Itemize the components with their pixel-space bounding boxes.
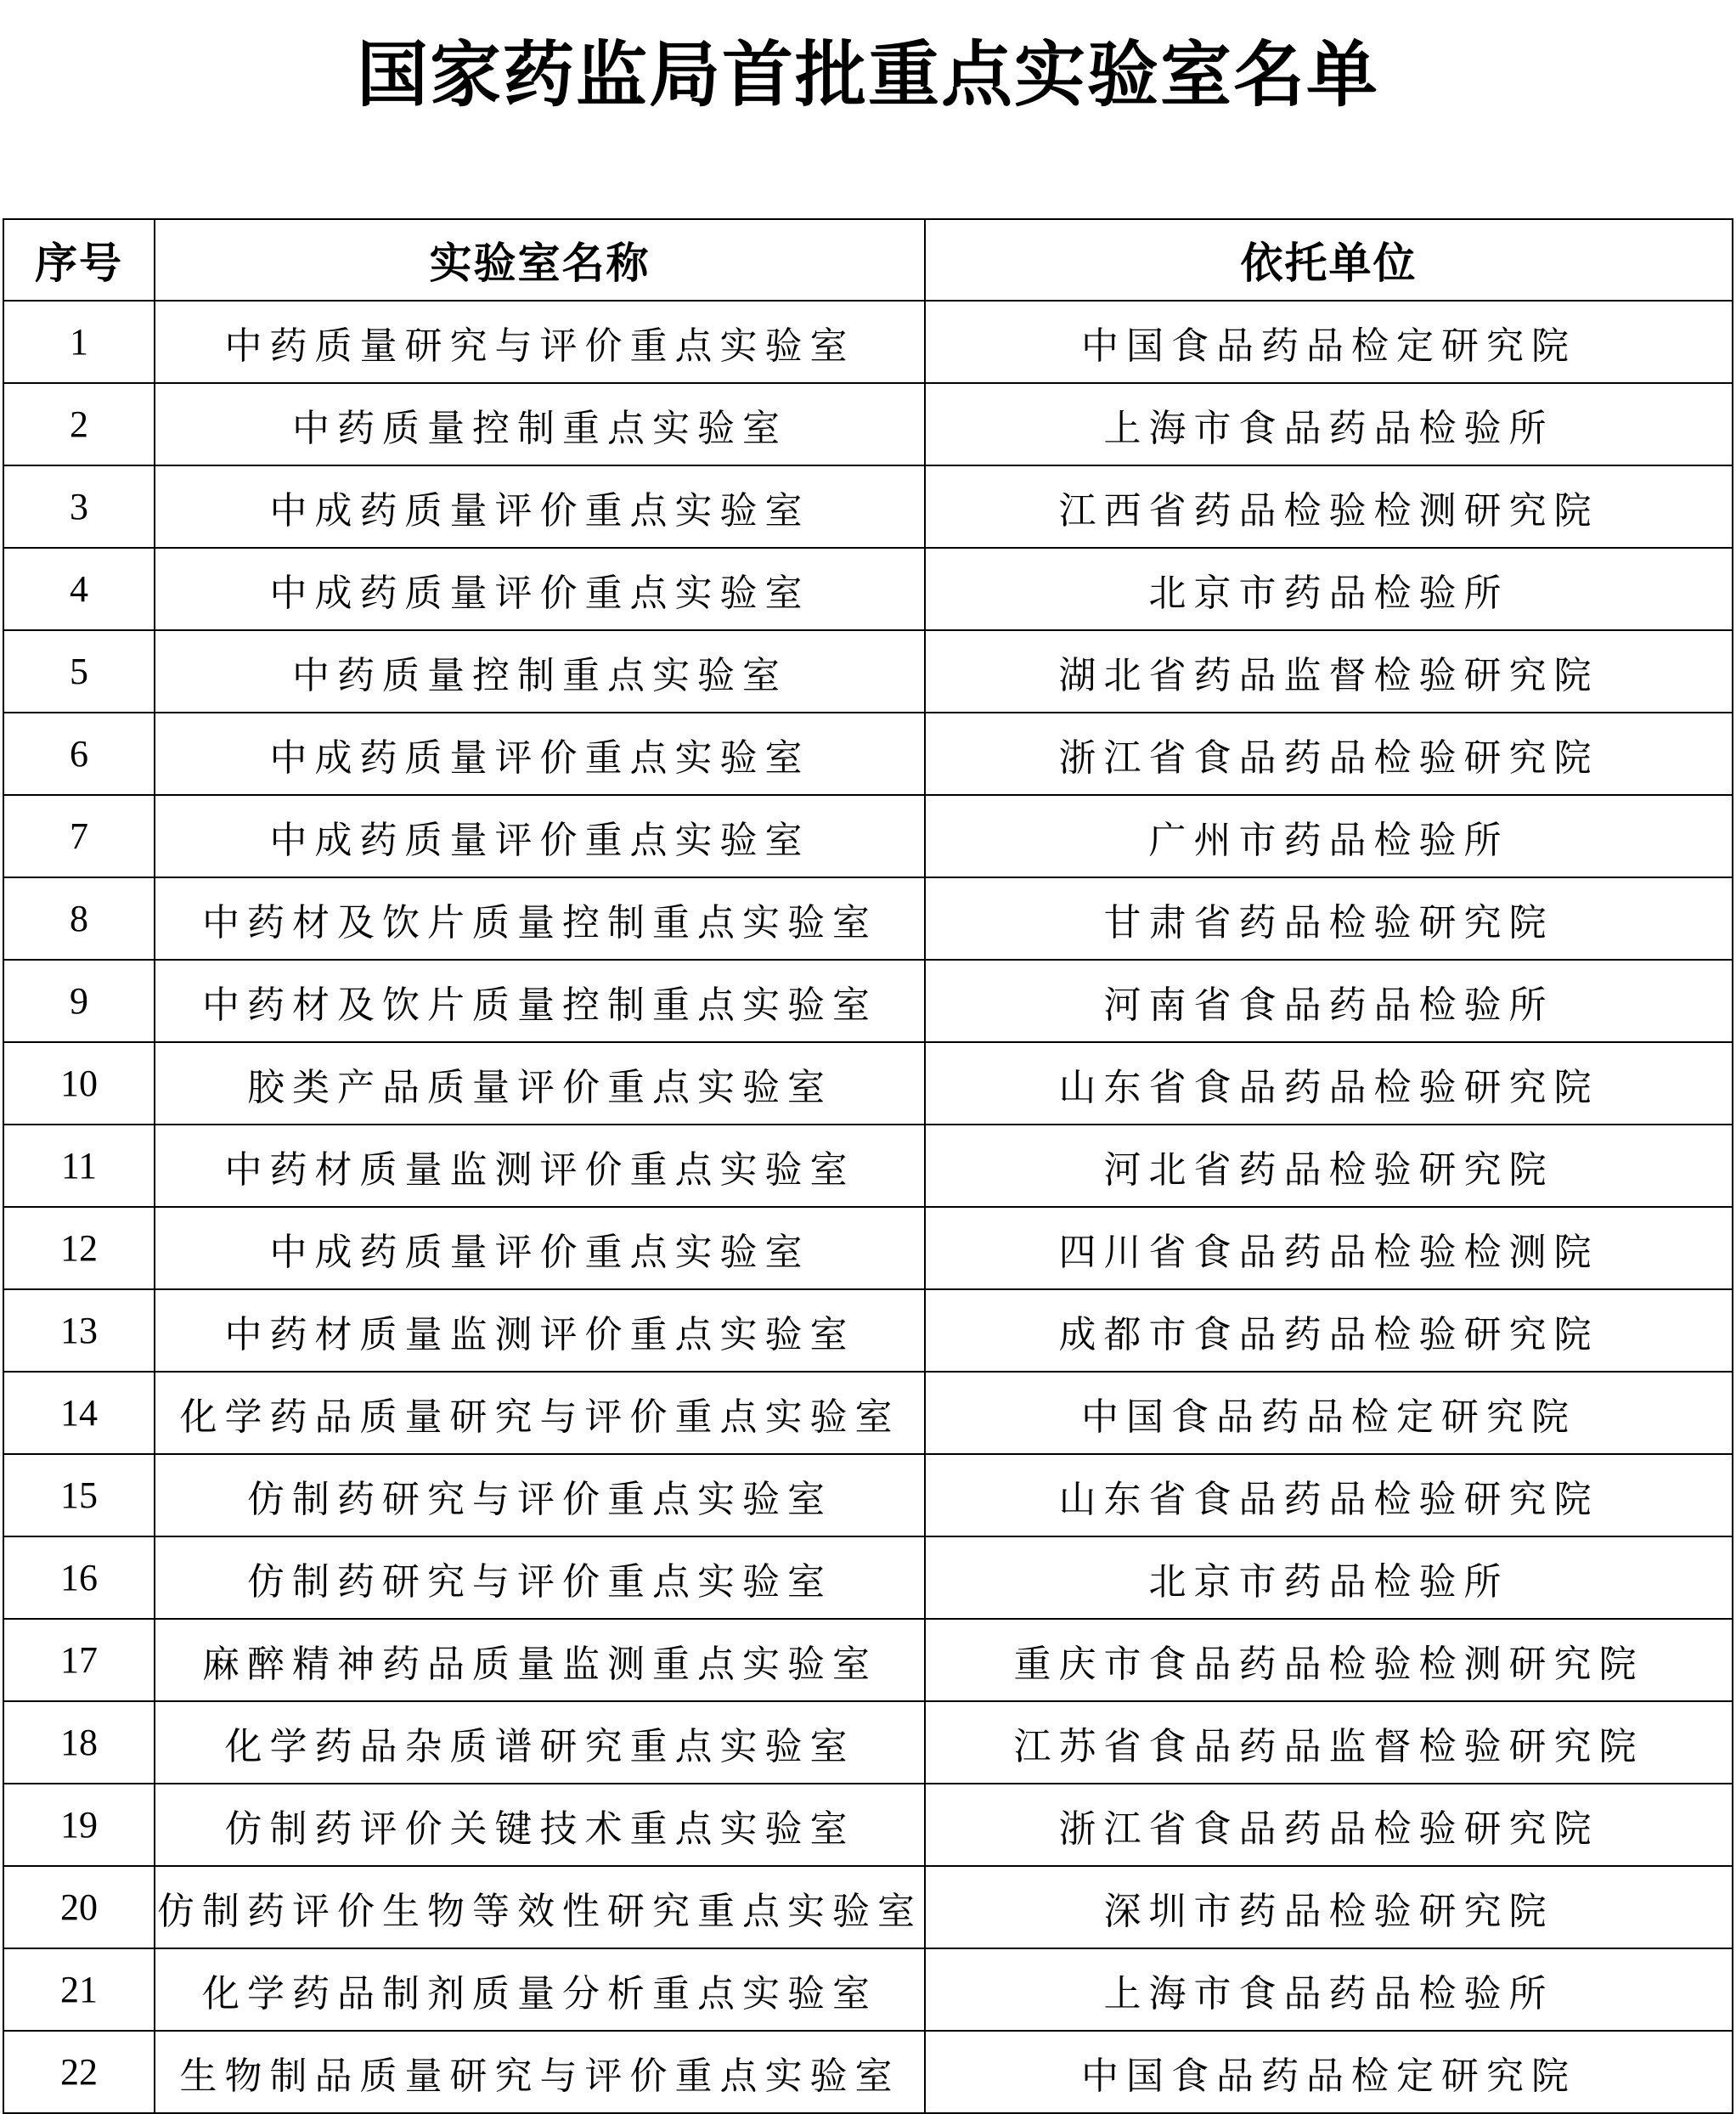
cell-host-unit: 河南省食品药品检验所 [925, 960, 1733, 1042]
cell-host-unit: 中国食品药品检定研究院 [925, 1372, 1733, 1454]
table-row [3, 1372, 1733, 1454]
cell-serial-number: 7 [3, 795, 155, 877]
cell-serial-number: 16 [3, 1536, 155, 1619]
cell-lab-name: 中成药质量评价重点实验室 [155, 713, 925, 795]
cell-host-unit: 江西省药品检验检测研究院 [925, 465, 1733, 548]
table-row [3, 1207, 1733, 1289]
cell-lab-name: 中药质量控制重点实验室 [155, 383, 925, 465]
cell-serial-number: 1 [3, 301, 155, 383]
cell-serial-number: 6 [3, 713, 155, 795]
cell-lab-name: 中药材质量监测评价重点实验室 [155, 1289, 925, 1372]
cell-lab-name: 中药质量研究与评价重点实验室 [155, 301, 925, 383]
cell-lab-name: 仿制药评价关键技术重点实验室 [155, 1784, 925, 1866]
cell-host-unit: 中国食品药品检定研究院 [925, 2031, 1733, 2113]
cell-host-unit: 浙江省食品药品检验研究院 [925, 1784, 1733, 1866]
table-row [3, 2031, 1733, 2113]
cell-serial-number: 12 [3, 1207, 155, 1289]
cell-serial-number: 11 [3, 1125, 155, 1207]
cell-host-unit: 重庆市食品药品检验检测研究院 [925, 1619, 1733, 1701]
table-row [3, 1454, 1733, 1536]
cell-lab-name: 生物制品质量研究与评价重点实验室 [155, 2031, 925, 2113]
cell-lab-name: 中成药质量评价重点实验室 [155, 548, 925, 630]
cell-host-unit: 成都市食品药品检验研究院 [925, 1289, 1733, 1372]
cell-lab-name: 麻醉精神药品质量监测重点实验室 [155, 1619, 925, 1701]
table-row [3, 1948, 1733, 2031]
cell-host-unit: 江苏省食品药品监督检验研究院 [925, 1701, 1733, 1784]
table-header [3, 219, 1733, 301]
table-body [3, 301, 1733, 2113]
cell-host-unit: 深圳市药品检验研究院 [925, 1866, 1733, 1948]
table-row [3, 1125, 1733, 1207]
table-row [3, 548, 1733, 630]
cell-serial-number: 18 [3, 1701, 155, 1784]
cell-host-unit: 上海市食品药品检验所 [925, 1948, 1733, 2031]
header-host-unit: 依托单位 [925, 219, 1733, 301]
table-row [3, 465, 1733, 548]
cell-host-unit: 甘肃省药品检验研究院 [925, 877, 1733, 960]
cell-serial-number: 5 [3, 630, 155, 713]
table-row [3, 960, 1733, 1042]
cell-lab-name: 仿制药研究与评价重点实验室 [155, 1536, 925, 1619]
table-row [3, 1536, 1733, 1619]
page-title: 国家药监局首批重点实验室名单 [356, 33, 1379, 116]
cell-host-unit: 四川省食品药品检验检测院 [925, 1207, 1733, 1289]
cell-host-unit: 浙江省食品药品检验研究院 [925, 713, 1733, 795]
cell-serial-number: 13 [3, 1289, 155, 1372]
cell-host-unit: 中国食品药品检定研究院 [925, 301, 1733, 383]
header-lab-name: 实验室名称 [155, 219, 925, 301]
table-row [3, 630, 1733, 713]
table-row [3, 1042, 1733, 1125]
cell-lab-name: 胶类产品质量评价重点实验室 [155, 1042, 925, 1125]
cell-serial-number: 14 [3, 1372, 155, 1454]
cell-lab-name: 中药质量控制重点实验室 [155, 630, 925, 713]
header-serial-number: 序号 [3, 219, 155, 301]
cell-host-unit: 湖北省药品监督检验研究院 [925, 630, 1733, 713]
table-row [3, 1784, 1733, 1866]
cell-serial-number: 3 [3, 465, 155, 548]
cell-serial-number: 10 [3, 1042, 155, 1125]
cell-lab-name: 中成药质量评价重点实验室 [155, 465, 925, 548]
cell-serial-number: 9 [3, 960, 155, 1042]
table-row [3, 1289, 1733, 1372]
cell-host-unit: 上海市食品药品检验所 [925, 383, 1733, 465]
cell-serial-number: 22 [3, 2031, 155, 2113]
table-row [3, 1866, 1733, 1948]
cell-lab-name: 化学药品质量研究与评价重点实验室 [155, 1372, 925, 1454]
cell-serial-number: 8 [3, 877, 155, 960]
cell-serial-number: 2 [3, 383, 155, 465]
cell-lab-name: 中药材及饮片质量控制重点实验室 [155, 960, 925, 1042]
cell-lab-name: 仿制药评价生物等效性研究重点实验室 [155, 1866, 925, 1948]
cell-lab-name: 中药材及饮片质量控制重点实验室 [155, 877, 925, 960]
cell-lab-name: 仿制药研究与评价重点实验室 [155, 1454, 925, 1536]
cell-host-unit: 北京市药品检验所 [925, 1536, 1733, 1619]
cell-host-unit: 广州市药品检验所 [925, 795, 1733, 877]
cell-serial-number: 15 [3, 1454, 155, 1536]
table-row [3, 877, 1733, 960]
table-row [3, 713, 1733, 795]
cell-host-unit: 河北省药品检验研究院 [925, 1125, 1733, 1207]
cell-host-unit: 山东省食品药品检验研究院 [925, 1042, 1733, 1125]
cell-host-unit: 北京市药品检验所 [925, 548, 1733, 630]
cell-lab-name: 中成药质量评价重点实验室 [155, 1207, 925, 1289]
cell-serial-number: 4 [3, 548, 155, 630]
table-row [3, 301, 1733, 383]
cell-serial-number: 20 [3, 1866, 155, 1948]
cell-lab-name: 中药材质量监测评价重点实验室 [155, 1125, 925, 1207]
table-row [3, 795, 1733, 877]
cell-lab-name: 化学药品制剂质量分析重点实验室 [155, 1948, 925, 2031]
cell-lab-name: 中成药质量评价重点实验室 [155, 795, 925, 877]
table-row [3, 1701, 1733, 1784]
table-header-row [3, 219, 1733, 301]
cell-lab-name: 化学药品杂质谱研究重点实验室 [155, 1701, 925, 1784]
lab-list-table [3, 218, 1733, 2114]
table-row [3, 1619, 1733, 1701]
table-row [3, 383, 1733, 465]
cell-serial-number: 21 [3, 1948, 155, 2031]
cell-serial-number: 19 [3, 1784, 155, 1866]
cell-serial-number: 17 [3, 1619, 155, 1701]
cell-host-unit: 山东省食品药品检验研究院 [925, 1454, 1733, 1536]
